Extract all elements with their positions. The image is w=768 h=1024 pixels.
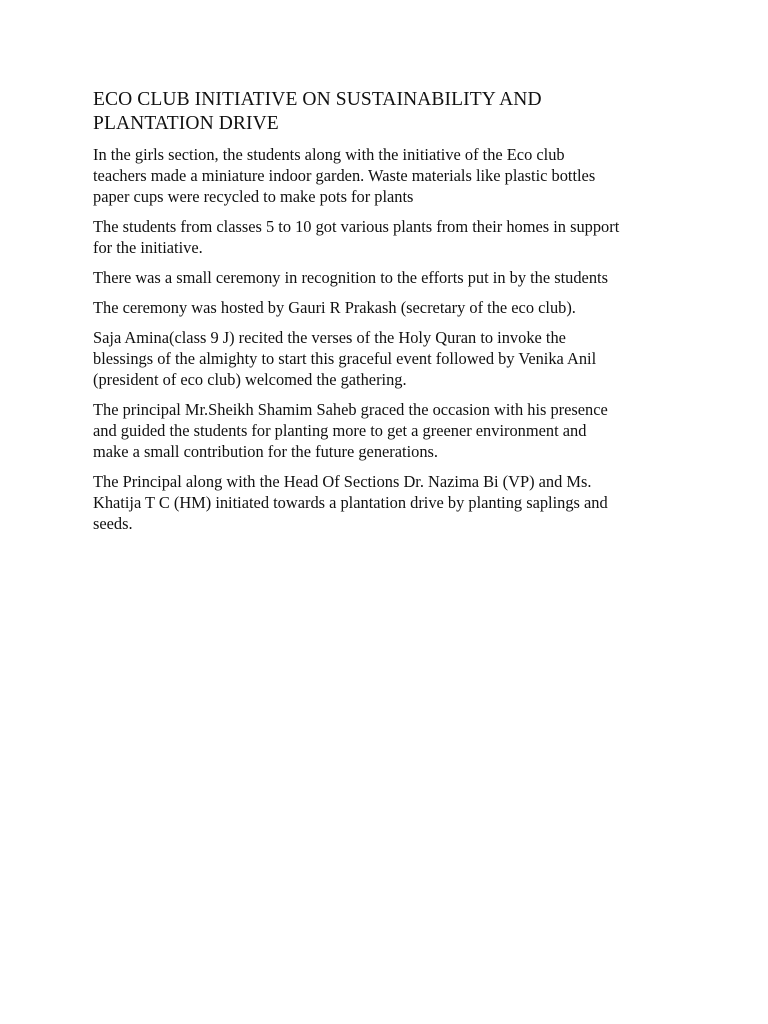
paragraph-ceremony [93,267,693,288]
paragraph-line: The Principal along with the Head Of Sections Dr. Nazima Bi (VP) and Ms. [93,472,592,491]
title-line: PLANTATION DRIVE [93,113,279,134]
paragraph-line: (president of eco club) welcomed the gathering. [93,370,407,389]
document-title [93,88,693,136]
paragraph-recitation [93,327,693,390]
paragraph-line: blessings of the almighty to start this graceful event followed by Venika Anil [93,349,597,368]
paragraph-line: and guided the students for planting more to get a greener environment and [93,421,587,440]
paragraph-line: In the girls section, the students along with the initiative of the Eco club [93,145,565,164]
paragraph-line: paper cups were recycled to make pots for plants [93,187,414,206]
paragraph-line: teachers made a miniature indoor garden. Waste materials like plastic bottles [93,166,596,185]
paragraph-line: make a small contribution for the future generations. [93,442,439,461]
paragraph-line: Khatija T C (HM) initiated towards a plantation drive by planting saplings and [93,493,608,512]
paragraph-plantation-drive [93,471,693,534]
paragraph-host [93,297,693,318]
title-line: ECO CLUB INITIATIVE ON SUSTAINABILITY AND [93,89,542,110]
paragraph-line: The ceremony was hosted by Gauri R Prakash (secretary of the eco club). [93,298,576,317]
paragraph-line: seeds. [93,514,133,533]
paragraph-line: The principal Mr.Sheikh Shamim Saheb graced the occasion with his presence [93,400,608,419]
paragraph-plants-from-home [93,216,693,258]
paragraph-indoor-garden [93,144,693,207]
paragraph-line: The students from classes 5 to 10 got various plants from their homes in support [93,217,620,236]
paragraph-principal-address [93,399,693,462]
paragraph-line: Saja Amina(class 9 J) recited the verses of the Holy Quran to invoke the [93,328,566,347]
paragraph-line: for the initiative. [93,238,203,257]
document-page [93,88,693,543]
paragraph-line: There was a small ceremony in recognition to the efforts put in by the students [93,268,608,287]
